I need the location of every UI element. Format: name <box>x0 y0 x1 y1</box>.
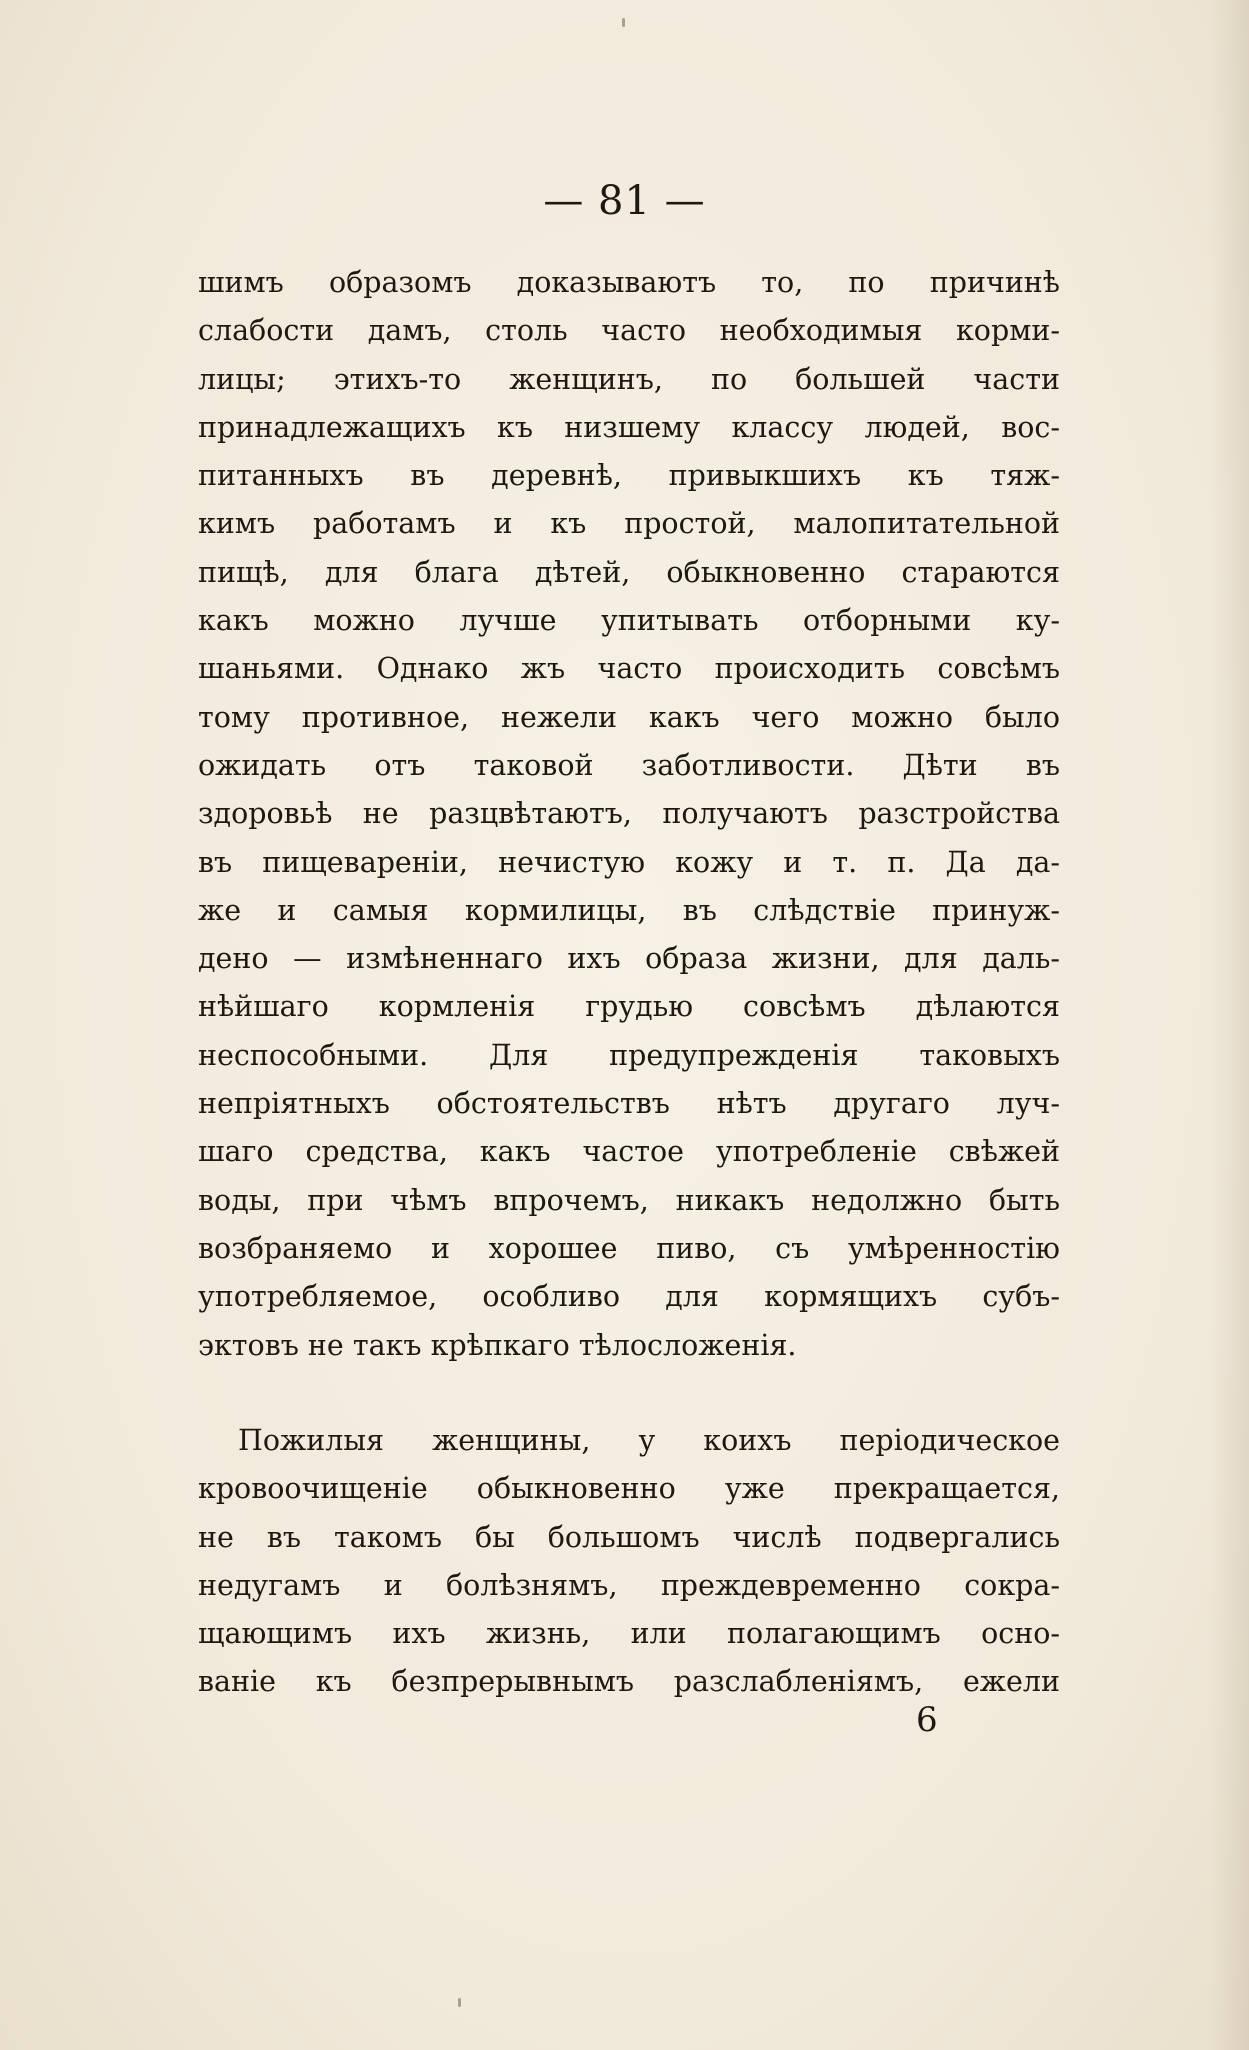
text-line: кимъ работамъ и къ простой, малопитательной <box>198 507 1060 541</box>
text-line: кровоочищеніе обыкновенно уже прекращается, <box>198 1472 1060 1506</box>
text-line: ваніе къ безпрерывнымъ разслабленіямъ, ежели <box>198 1665 1060 1699</box>
text-line: же и самыя кормилицы, въ слѣдствіе принуж- <box>198 893 1060 927</box>
text-line: нѣйшаго кормленія грудью совсѣмъ дѣлаются <box>198 990 1060 1024</box>
text-line: питанныхъ въ деревнѣ, привыкшихъ къ тяж- <box>198 459 1060 493</box>
text-line: неспособными. Для предупрежденія таковыхъ <box>198 1038 1060 1072</box>
text-line: пищѣ, для блага дѣтей, обыкновенно стараются <box>198 555 1060 589</box>
text-line: щающимъ ихъ жизнь, или полагающимъ осно- <box>198 1617 1060 1651</box>
text-line: лицы; этихъ-то женщинъ, по большей части <box>198 362 1060 396</box>
page-number: — 81 — <box>543 178 706 224</box>
text-line: эктовъ не такъ крѣпкаго тѣлосложенія. <box>198 1328 797 1362</box>
text-line: здоровьѣ не разцвѣтаютъ, получаютъ разстройства <box>198 797 1060 831</box>
text-line: возбраняемо и хорошее пиво, съ умѣренностію <box>198 1231 1060 1265</box>
text-line: принадлежащихъ къ низшему классу людей, вос- <box>198 410 1060 444</box>
text-line: употребляемое, особливо для кормящихъ субъ- <box>198 1280 1060 1314</box>
text-line: воды, при чѣмъ впрочемъ, никакъ недолжно быть <box>198 1183 1060 1217</box>
text-line: слабости дамъ, столь часто необходимыя корми- <box>198 314 1060 348</box>
text-line: непріятныхъ обстоятельствъ нѣтъ другаго луч- <box>198 1087 1060 1121</box>
text-line: шаго средства, какъ частое употребленіе свѣжей <box>198 1135 1060 1169</box>
text-line: Пожилыя женщины, у коихъ періодическое <box>238 1424 1060 1457</box>
paragraph-2 <box>198 1417 1060 1707</box>
text-line: дено — измѣненнаго ихъ образа жизни, для даль- <box>198 942 1060 976</box>
text-line: шимъ образомъ доказываютъ то, по причинѣ <box>198 266 1060 299</box>
paper-speck <box>458 1998 461 2007</box>
page-edge-shadow <box>1209 0 1249 2050</box>
text-line: недугамъ и болѣзнямъ, преждевременно сокра- <box>198 1568 1060 1602</box>
paper-speck <box>622 18 625 27</box>
text-line: ожидать отъ таковой заботливости. Дѣти въ <box>198 748 1060 782</box>
paragraph-1 <box>198 259 1060 1370</box>
text-line: шаньями. Однако жъ часто происходить совсѣмъ <box>198 652 1060 686</box>
text-line: тому противное, нежели какъ чего можно было <box>198 700 1060 734</box>
text-line: въ пищевареніи, нечистую кожу и т. п. Да да- <box>198 845 1060 879</box>
text-line: какъ можно лучше упитывать отборными ку- <box>198 604 1060 638</box>
text-line: не въ такомъ бы большомъ числѣ подвергались <box>198 1520 1060 1554</box>
signature-mark: 6 <box>916 1700 938 1740</box>
